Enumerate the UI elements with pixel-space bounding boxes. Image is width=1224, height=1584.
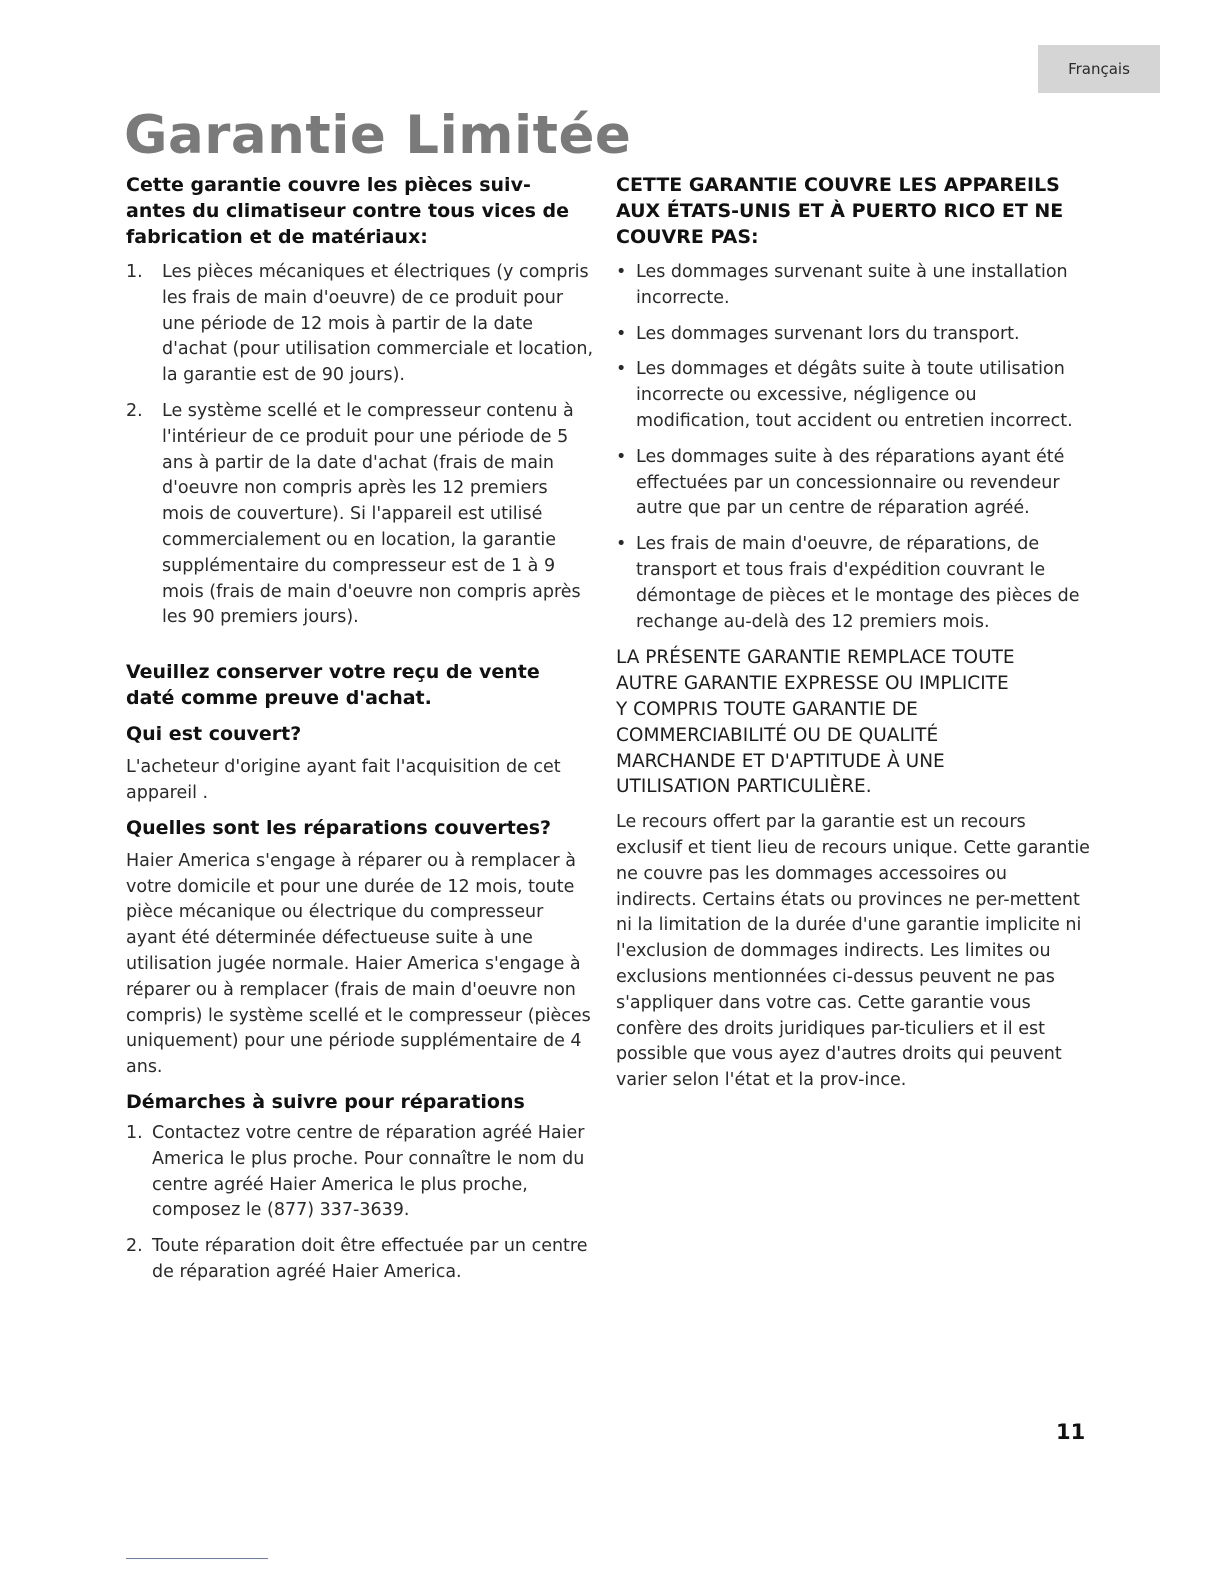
list-number: 1. — [126, 1122, 143, 1143]
list-item-text: Toute réparation doit être effectuée par un centre de réparation agréé Haier America. — [152, 1236, 588, 1282]
who-text: L'acheteur d'origine ayant fait l'acquisition de cet appareil . — [126, 757, 561, 803]
list-item — [616, 357, 1090, 434]
coverage-intro-heading: Cette garantie couvre les pièces suiv-antes du climatiseur contre tous vices de fabrication et de matériaux: — [126, 174, 570, 248]
list-item — [126, 1121, 594, 1224]
left-column — [126, 172, 594, 1286]
language-tab: Français — [1038, 45, 1160, 93]
receipt-heading: Veuillez conserver votre reçu de vente daté comme preuve d'achat. — [126, 661, 540, 710]
list-item — [616, 532, 1090, 635]
list-item-text: Contactez votre centre de réparation agréé Haier America le plus proche. Pour connaître le nom du centre agréé Haier America le plus proche, composez le (877) 337-3639. — [152, 1122, 585, 1221]
list-number: 2. — [126, 400, 143, 421]
list-item-text: Les frais de main d'oeuvre, de réparations, de transport et tous frais d'expédition couvrant le démontage de pièces et le montage des pièces de rechange au-delà des 12 premiers mois. — [636, 534, 1080, 632]
list-item-text: Les dommages survenant lors du transport. — [636, 323, 1020, 344]
list-item — [616, 260, 1090, 312]
bullet-icon: • — [616, 534, 627, 555]
repairs-heading: Quelles sont les réparations couvertes? — [126, 816, 552, 839]
list-number: 1. — [126, 262, 143, 282]
list-item-text: Le système scellé et le compresseur contenu à l'intérieur de ce produit pour une période de 5 ans à partir de la date d'achat (frais de main d'oeuvre non compris après les 12 premiers mois de couverture). Si l'appareil est utilisé commercialement ou en location, la garantie supplémentaire du compresseur est de 1 à 9 mois (frais de main d'oeuvre non compris après les 90 premiers jours). — [162, 400, 581, 628]
list-item — [126, 399, 594, 631]
exclusions-heading: CETTE GARANTIE COUVRE LES APPAREILS AUX ÉTATS-UNIS ET À PUERTO RICO ET NE COUVRE PAS: — [616, 174, 1064, 248]
bullet-icon: • — [616, 262, 627, 282]
list-item-text: Les dommages et dégâts suite à toute utilisation incorrecte ou excessive, négligence ou modification, tout accident ou entretien incorrect. — [636, 359, 1073, 431]
bullet-icon: • — [616, 359, 627, 380]
list-item — [616, 322, 1090, 348]
footer-divider — [126, 1558, 268, 1559]
page-number: 11 — [1056, 1420, 1086, 1444]
list-item — [616, 445, 1090, 522]
remedy-text: Le recours offert par la garantie est un recours exclusif et tient lieu de recours unique. Cette garantie ne couvre pas les dommages accessoires ou indirects. Certains états ou provinces ne per-mettent ni la limitation de la durée d'une garantie implicite ni l'exclusion de dommages indirects. Les limites ou exclusions mentionnées ci-dessus peuvent ne pas s'appliquer dans votre cas. Cette garantie vous confère des droits juridiques par-ticuliers et il est possible que vous ayez d'autres droits qui peuvent varier selon l'état et la prov-ince. — [616, 812, 1090, 1091]
coverage-list — [126, 260, 594, 631]
list-item — [126, 260, 594, 389]
repairs-text: Haier America s'engage à réparer ou à remplacer à votre domicile et pour une durée de 12 mois, toute pièce mécanique ou électrique du compresseur ayant été déterminée défectueuse suite à une utilisation jugée normale. Haier America s'engage à réparer ou à remplacer (frais de main d'oeuvre non compris) le système scellé et le compresseur (pièces uniquement) pour une période supplémentaire de 4 ans. — [126, 850, 591, 1078]
steps-heading: Démarches à suivre pour réparations — [126, 1090, 525, 1113]
bullet-icon: • — [616, 323, 627, 344]
list-item — [126, 1234, 594, 1286]
bullet-icon: • — [616, 446, 627, 467]
list-number: 2. — [126, 1236, 143, 1257]
replaces-clause: LA PRÉSENTE GARANTIE REMPLACE TOUTE AUTRE GARANTIE EXPRESSE OU IMPLICITE Y COMPRIS TOUTE GARANTIE DE COMMERCIABILITÉ OU DE QUALITÉ MARCHANDE ET D'APTITUDE À UNE UTILISATION PARTICULIÈRE. — [616, 647, 1015, 798]
list-item-text: Les dommages survenant suite à une installation incorrecte. — [636, 262, 1068, 308]
list-item-text: Les dommages suite à des réparations ayant été effectuées par un concessionnaire ou revendeur autre que par un centre de réparation agréé. — [636, 446, 1065, 519]
right-column — [616, 172, 1090, 1094]
exclusions-list — [616, 260, 1090, 635]
who-heading: Qui est couvert? — [126, 723, 302, 746]
page-title: Garantie Limitée — [124, 105, 632, 166]
list-item-text: Les pièces mécaniques et électriques (y compris les frais de main d'oeuvre) de ce produit pour une période de 12 mois à partir de la date d'achat (pour utilisation commerciale et location, la garantie est de 90 jours). — [162, 262, 594, 386]
steps-list — [126, 1121, 594, 1286]
